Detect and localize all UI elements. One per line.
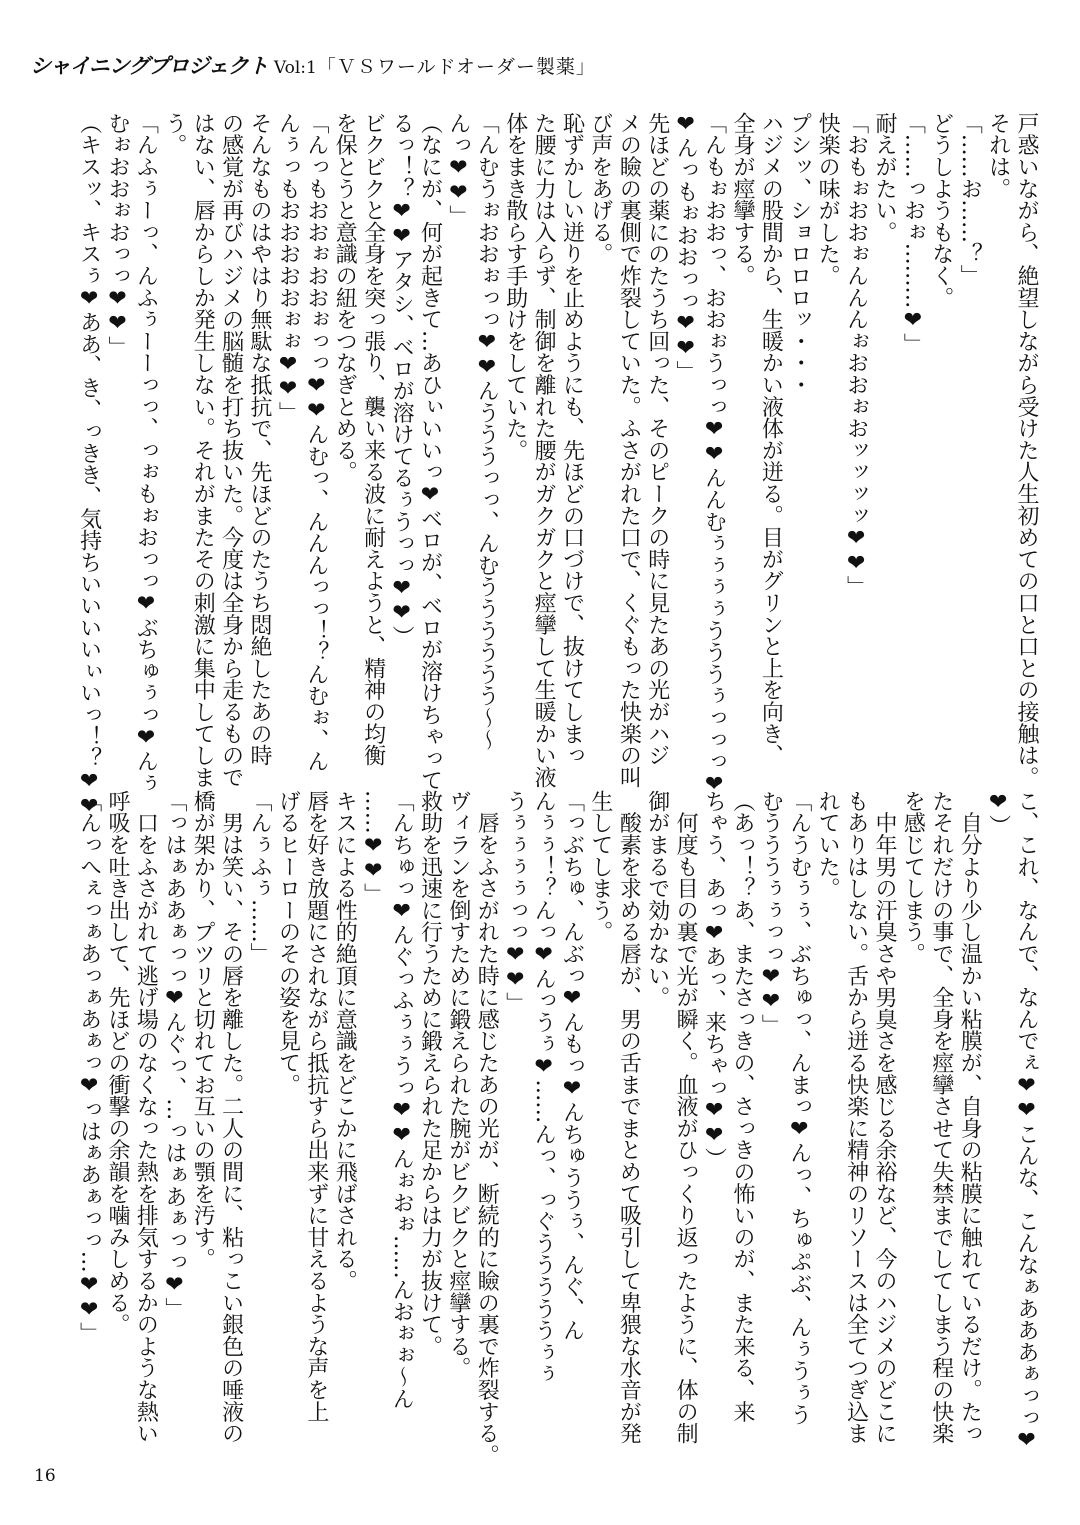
text-column: 「んっへぇっぁあっぁあぁっ❤っはぁあぁっっ…❤❤」 [76, 790, 102, 1345]
text-column: 体をまき散らす手助けをしていた。 [502, 112, 528, 461]
text-column: ちゃう、あっ❤あっ、来ちゃっ❤❤） [701, 790, 727, 1170]
text-column: 恥ずかしい迸りを止めようにも、先ほどの口づけで、抜けてしまっ [559, 112, 585, 767]
text-column: た腰に力は入らず、制御を離れた腰がガクガクと痙攣して生暖かい液 [531, 112, 557, 788]
running-header [30, 50, 596, 80]
text-column: 耐えがたい。 [871, 112, 897, 243]
text-column: 「んむうぉおおぉっっ❤❤んうううっっ、んむうううううう〜〜 [474, 112, 500, 751]
text-column: こ、これ、なんで、なんでぇ❤❤こんな、こんなぁあああぁっっ❤ [1014, 790, 1039, 1454]
text-column: 先ほどの薬にのたうち回った、そのピークの時に見たあの光がハジ [644, 112, 670, 767]
text-column: 男は笑い、その唇を離した。二人の間に、粘っこい銀色の唾液の [218, 790, 244, 1445]
text-column: 橋が架かり、プツリと切れてお互いの顎を汚す。 [190, 790, 216, 1270]
text-column: むうううぅぅっっ❤❤」 [758, 790, 784, 1036]
text-column: 唇をふさがれた時に感じたあの光が、断続的に瞼の裏で炸裂する。 [474, 790, 500, 1466]
text-column: 「んふぅーっ、んふぅーーっっ、っぉもぉおっっ❤ぶちゅぅっ❤んぅ [133, 112, 159, 794]
text-column: を保とうと意識の紐をつなぎとめる。 [332, 112, 358, 483]
text-column: び声をあげる。 [587, 112, 613, 265]
text-column: 何度も目の裏で光が瞬く。血液がひっくり返ったように、体の制 [673, 790, 699, 1445]
text-column: るっ！？❤❤アタシ、ベロが溶けてるぅうっっ❤❤） [389, 112, 415, 648]
text-column: 戸惑いながら、絶望しながら受けた人生初めての口と口との接触は。 [1014, 112, 1039, 788]
text-column: うぅぅぅぅっっ❤❤」 [502, 790, 528, 1015]
text-column: 生してしまう。 [587, 790, 613, 943]
text-column: （キスッ、キスぅ❤ああ、き、っきき、気持ちいいいいぃいっ！？❤❤ [76, 112, 102, 819]
text-column: 「んっもおおぉおおぉっっ❤❤んむっ、んんんっっ！？んむぉ、ん [303, 112, 329, 773]
text-column: 快楽の味がした。 [815, 112, 841, 287]
text-column: もありはしない。舌から迸る快楽に精神のリソースは全てつぎ込ま [843, 790, 869, 1445]
volume-label: Vol:1 [273, 58, 317, 78]
text-column: はない、唇からしか発生しない。それがまたその刺激に集中してしま [190, 112, 216, 788]
text-column: れていた。 [815, 790, 841, 900]
text-block-top [74, 112, 1040, 819]
text-column: 唇を好き放題にされながら抵抗すら出来ずに甘えるような声を上 [303, 790, 329, 1423]
text-column: 酸素を求める唇が、男の舌までまとめて吸引して卑猥な水音が発 [616, 790, 642, 1444]
text-column: 呼吸を吐き出して、先ほどの衝撃の余韻を噛みしめる。 [105, 790, 130, 1336]
text-column: ヴィランを倒すために鍛えられた腕がビクビクと痙攣する。 [445, 790, 471, 1379]
text-column: う。 [161, 112, 187, 156]
text-column: 「……っおぉ………❤」 [900, 112, 926, 355]
text-column: そんなものはやはり無駄な抵抗で、先ほどのたうち悶絶したあの時 [247, 112, 273, 767]
text-column: ビクビクと全身を突っ張り、襲い来る波に耐えようと、精神の均衡 [360, 112, 386, 766]
text-column: を感じてしまう。 [900, 790, 926, 965]
text-column: 「……お……？」 [957, 112, 983, 287]
text-column: 「んぅふぅ……」 [247, 790, 273, 965]
text-column: キスによる性的絶頂に意識をどこかに飛ばされる。 [332, 790, 358, 1292]
text-column: んぅぅ！？んっ❤んっうぅ❤……んっ、っぐうううううぅぅ [531, 790, 557, 1385]
text-column: 「んもぉおおっ、おおぉうっっ❤❤んんむぅぅぅぅうううぅっっっ❤ [701, 112, 727, 797]
text-block-bottom [74, 790, 1040, 1466]
text-column: 自分より少し温かい粘膜が、自身の粘膜に触れているだけ。たっ [957, 790, 983, 1445]
text-column: （あっ！？あ、またさっきの、さっきの怖いのが、また来る、来 [729, 790, 755, 1423]
text-column: 「んうむぅぅ、ぶちゅっ、んまっ❤んっ、ちゅぷぶ、んぅうぅう [786, 790, 812, 1426]
text-column: （なにが、何が起きて…あひぃいいっ❤ベロが、ベロが溶けちゃって [417, 112, 443, 791]
text-column: どうしようもなく。 [928, 112, 954, 309]
text-column: 中年男の汗臭さや男臭さを感じる余裕など、今のハジメのどこに [871, 790, 897, 1445]
text-column: それは。 [985, 112, 1011, 200]
text-column: 「っぶちゅ、んぶっ❤んもっ❤んちゅううぅ、んぐ、ん [559, 790, 585, 1342]
text-column: ❤） [985, 790, 1011, 837]
text-column: 救助を迅速に行うために鍛えられた足からは力が抜けて。 [417, 790, 443, 1357]
text-column: げるヒーローのその姿を見て。 [275, 790, 301, 1096]
text-column: の感覚が再びハジメの脳髄を打ち抜いた。今度は全身から走るもので [218, 112, 244, 788]
text-column: ……❤❤」 [360, 790, 386, 906]
text-column: ❤んっもぉおおっっ❤❤」 [673, 112, 699, 383]
text-column: 口をふさがれて逃げ場のなくなった熱を排気するかのような熱い [133, 790, 159, 1444]
page-number: 16 [34, 1466, 56, 1486]
text-column: 全身が痙攣する。 [729, 112, 755, 287]
text-column: 「っはぁああぁっっ❤んぐっ、…っはぁあぁっっ❤」 [161, 790, 187, 1320]
text-column: 御がまるで効かない。 [644, 790, 670, 1009]
chapter-subtitle: 「ＶＳワールドオーダー製薬」 [316, 56, 596, 78]
text-column: 「おもぉおおぉんんんぉおおぉおッッッッ❤❤」 [843, 112, 869, 598]
text-column: むぉおおぉおっっ❤❤」 [105, 112, 130, 358]
text-column: たそれだけの事で、全身を痙攣させて失禁までしてしまう程の快楽 [928, 790, 954, 1444]
text-column: プシッ、ショロロロッ・・・ [786, 112, 812, 396]
text-column: ハジメの股間から、生暖かい液体が迸る。目がグリンと上を向き、 [758, 112, 784, 766]
text-column: んっ❤❤」 [445, 112, 471, 228]
text-column: 「んちゅっ❤んぐっふぅぅうっ❤❤んぉおぉ……んおぉぉ〜ん [389, 790, 415, 1410]
text-column: メの瞼の裏側で炸裂していた。ふさがれた口で、くぐもった快楽の叫 [616, 112, 642, 788]
series-title: シャイニングプロジェクト [30, 54, 268, 78]
text-column: んぅっもおおおおおぉぉ❤❤」 [275, 112, 301, 424]
